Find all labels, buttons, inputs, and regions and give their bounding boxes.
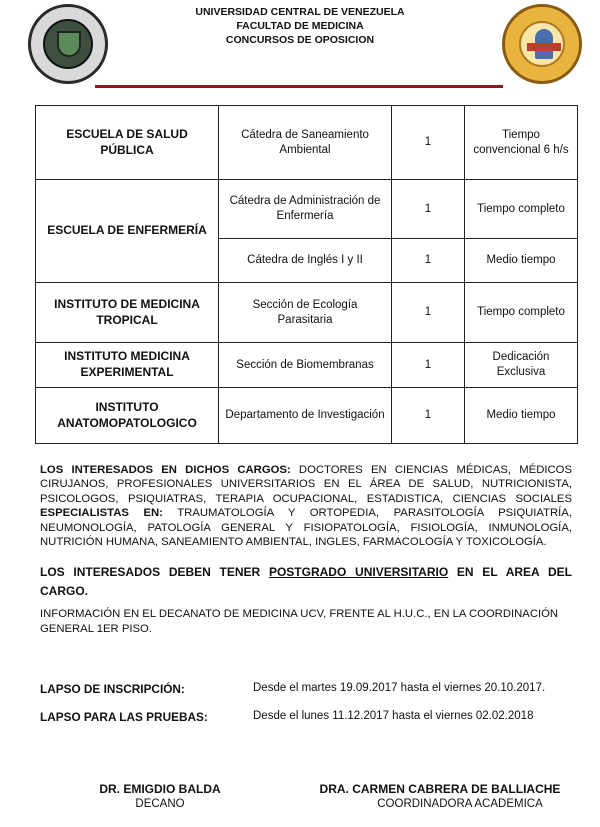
- banner-icon: [527, 43, 561, 51]
- dean-name: DR. EMIGDIO BALDA: [99, 782, 221, 796]
- interested-paragraph: [40, 463, 572, 550]
- unit-cell: Cátedra de Administración de Enfermería: [219, 180, 392, 239]
- tests-value: Desde el lunes 11.12.2017 hasta el viernes 02.02.2018: [253, 710, 534, 722]
- requirement-postgrado: POSTGRADO UNIVERSITARIO: [268, 565, 449, 579]
- dean-role: DECANO: [135, 798, 185, 810]
- info-paragraph: INFORMACIÓN EN EL DECANATO DE MEDICINA UCV, FRENTE AL H.U.C., EN LA COORDINACIÓN GENERAL 1ER PISO.: [40, 608, 559, 636]
- school-cell: INSTITUTO DE MEDICINA TROPICAL: [36, 283, 219, 343]
- count-cell: 1: [392, 388, 465, 444]
- table-row: [36, 180, 578, 239]
- coordinator-role: COORDINADORA ACADEMICA: [377, 798, 543, 810]
- time-cell: Medio tiempo: [465, 388, 578, 444]
- header-title: CONCURSOS DE OPOSICION: [225, 34, 375, 46]
- unit-cell: Cátedra de Inglés I y II: [219, 239, 392, 283]
- count-cell: 1: [392, 106, 465, 180]
- count-cell: 1: [392, 180, 465, 239]
- interested-label: LOS INTERESADOS EN DICHOS CARGOS:: [40, 464, 291, 476]
- requirement-post: EN EL AREA DEL CARGO.: [40, 565, 573, 599]
- unit-cell: Cátedra de Saneamiento Ambiental: [219, 106, 392, 180]
- shield-icon: [57, 31, 81, 57]
- inscription-label: LAPSO DE INSCRIPCIÓN:: [40, 682, 185, 696]
- interested-text: DOCTORES EN CIENCIAS MÉDICAS, MÉDICOS CIRUJANOS, PROFESIONALES UNIVERSITARIOS EN EL ÁREA DE SALUD, NUTRICIONISTA, PSICOLOGOS, PSIQUIATRAS, TERAPIA OCUPACIONAL, ESTADISTICA, CIENCIAS SOCIALES: [40, 464, 572, 505]
- table-row: [36, 106, 578, 180]
- table-row: [36, 283, 578, 343]
- table-row: [36, 388, 578, 444]
- count-cell: 1: [392, 239, 465, 283]
- time-cell: Tiempo completo: [465, 283, 578, 343]
- requirement-paragraph: [40, 563, 572, 601]
- tests-label: LAPSO PARA LAS PRUEBAS:: [40, 710, 208, 724]
- header-university: UNIVERSIDAD CENTRAL DE VENEZUELA: [195, 6, 405, 18]
- unit-cell: Sección de Ecología Parasitaria: [219, 283, 392, 343]
- coordinator-name: DRA. CARMEN CABRERA DE BALLIACHE: [319, 782, 561, 796]
- count-cell: 1: [392, 343, 465, 388]
- count-cell: 1: [392, 283, 465, 343]
- school-cell: INSTITUTO ANATOMOPATOLOGICO: [36, 388, 219, 444]
- specialists-label: ESPECIALISTAS EN:: [40, 507, 163, 520]
- requirement-pre: LOS INTERESADOS DEBEN TENER: [40, 565, 269, 579]
- document-header: [0, 0, 600, 90]
- ucv-seal-logo: [28, 4, 108, 84]
- school-cell: ESCUELA DE ENFERMERÍA: [36, 180, 219, 283]
- time-cell: Dedicación Exclusiva: [465, 343, 578, 388]
- school-cell: INSTITUTO MEDICINA EXPERIMENTAL: [36, 343, 219, 388]
- specialists-text: TRAUMATOLOGÍA Y ORTOPEDIA, PARASITOLOGÍA PSIQUIATRÍA, NEUMONOLOGÍA, PATOLOGÍA GENERAL Y FISIOPATOLOGÍA, FISIOLOGÍA, INMUNOLOGÍA, NUTRICIÓN HUMANA, SANEAMIENTO AMBIENTAL, INGLES, FARMACOLOGÍA Y TOXICOLOGÍA.: [40, 507, 572, 549]
- table-row: [36, 343, 578, 388]
- school-cell: ESCUELA DE SALUD PÚBLICA: [36, 106, 219, 180]
- header-faculty: FACULTAD DE MEDICINA: [236, 20, 364, 32]
- time-cell: Tiempo completo: [465, 180, 578, 239]
- header-divider: [95, 85, 503, 88]
- inscription-value: Desde el martes 19.09.2017 hasta el viernes 20.10.2017.: [253, 682, 546, 694]
- time-cell: Tiempo convencional 6 h/s: [465, 106, 578, 180]
- unit-cell: Sección de Biomembranas: [219, 343, 392, 388]
- faculty-seal-logo: [502, 4, 582, 84]
- unit-cell: Departamento de Investigación: [219, 388, 392, 444]
- time-cell: Medio tiempo: [465, 239, 578, 283]
- positions-table: [35, 105, 578, 444]
